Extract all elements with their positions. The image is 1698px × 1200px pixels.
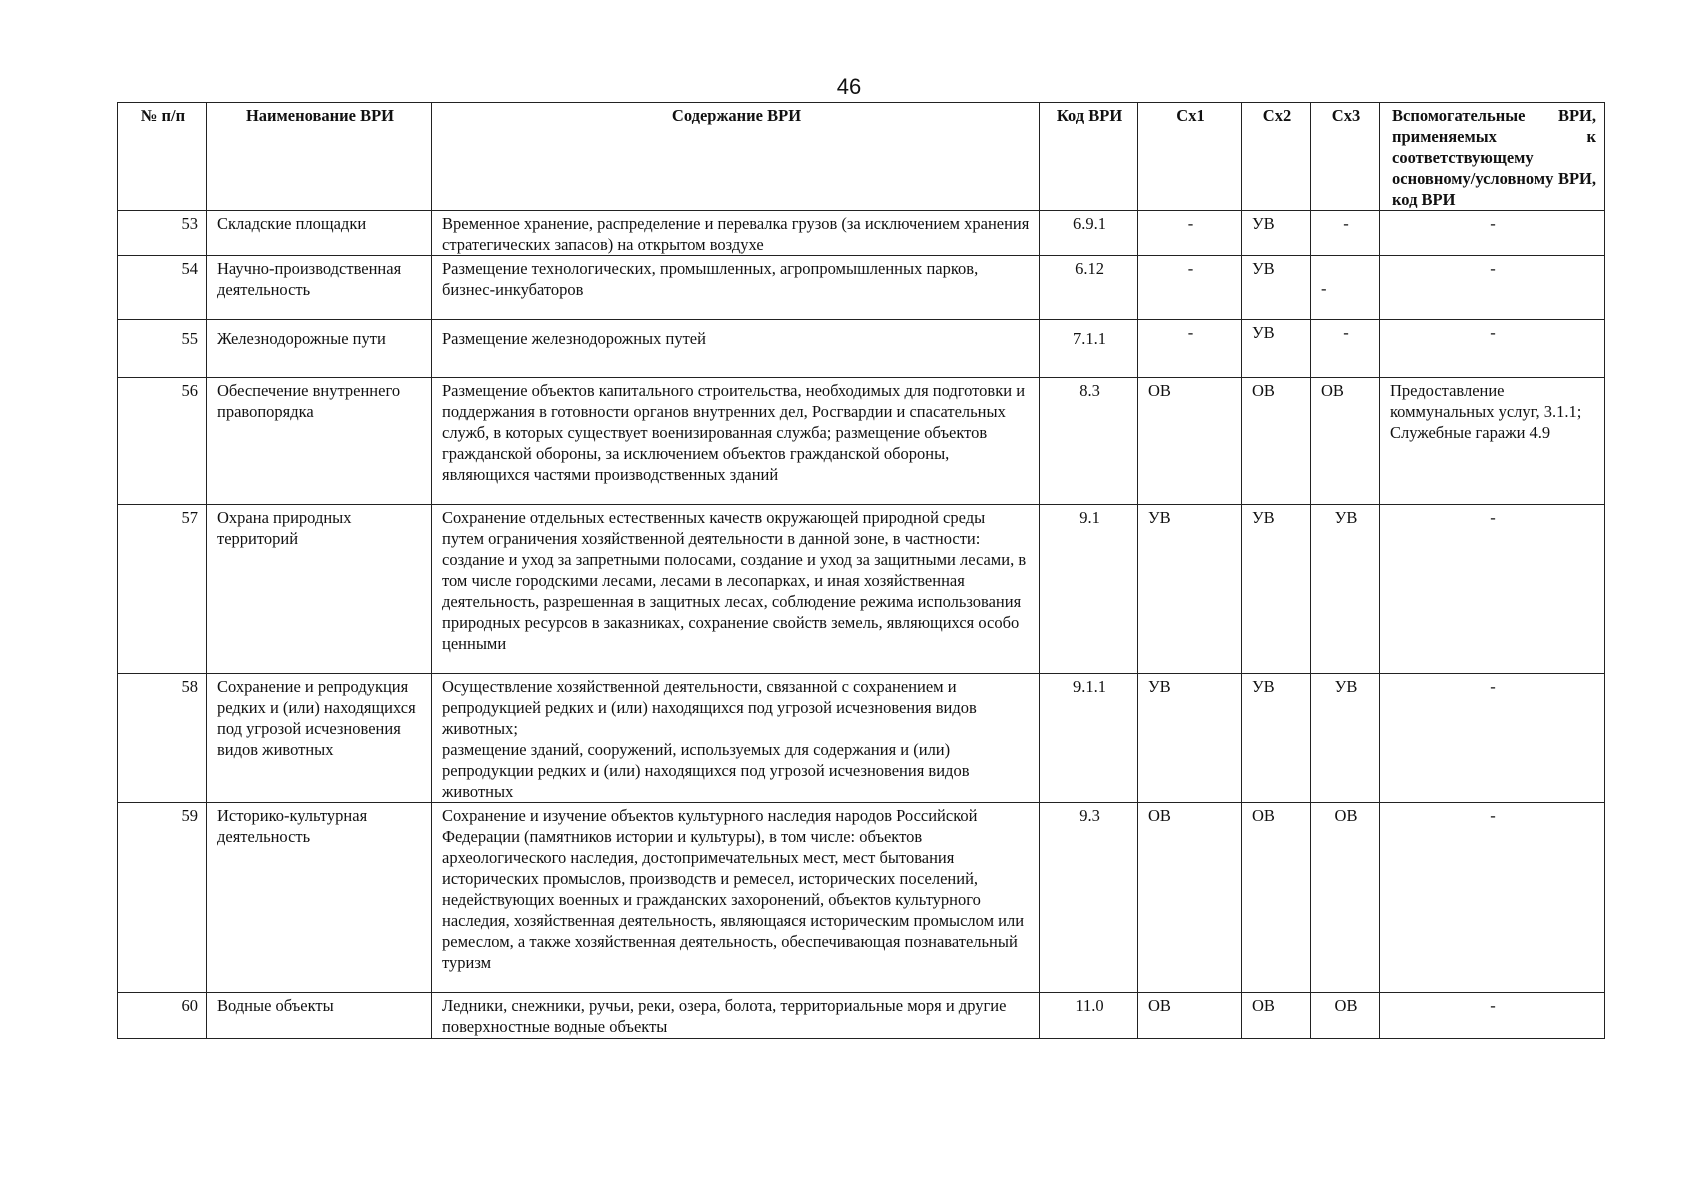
row-sx3: - xyxy=(1311,320,1380,378)
row-sx2: ОВ xyxy=(1242,378,1311,505)
row-aux: - xyxy=(1380,505,1605,674)
row-num: 58 xyxy=(118,674,207,803)
row-num: 60 xyxy=(118,993,207,1039)
row-aux: - xyxy=(1380,320,1605,378)
row-sx2: ОВ xyxy=(1242,803,1311,993)
row-content: Сохранение отдельных естественных качеств окружающей природной среды путем ограничения хозяйственной деятельности в данной зоне, в частности: создание и уход за запретными полосами, создание и уход за защитными лесами, в том числе городскими лесами, лесами в лесопарках, и иная хозяйственная деятельность, разрешенная в защитных лесах, соблюдение режима использования природных ресурсов в заказниках, сохранение свойств земель, являющихся особо ценными xyxy=(432,505,1040,674)
table-row xyxy=(118,378,1605,505)
header-name: Наименование ВРИ xyxy=(207,103,432,211)
row-aux: Предоставление коммунальных услуг, 3.1.1; Служебные гаражи 4.9 xyxy=(1380,378,1605,505)
row-sx1: - xyxy=(1138,211,1242,256)
row-sx1: УВ xyxy=(1138,505,1242,674)
row-aux: - xyxy=(1380,993,1605,1039)
row-sx2: УВ xyxy=(1242,256,1311,320)
row-sx3-value: - xyxy=(1321,279,1327,298)
header-sx2: Сх2 xyxy=(1242,103,1311,211)
row-sx1: ОВ xyxy=(1138,378,1242,505)
row-code: 9.1 xyxy=(1040,505,1138,674)
row-content: Размещение объектов капитального строительства, необходимых для подготовки и поддержания в готовности органов внутренних дел, Росгвардии и спасательных служб, в которых существует военизированная служба; размещение объектов гражданской обороны, за исключением объектов гражданской обороны, являющихся частями производственных зданий xyxy=(432,378,1040,505)
row-sx1: - xyxy=(1138,256,1242,320)
row-sx2: УВ xyxy=(1242,505,1311,674)
row-sx3: УВ xyxy=(1311,505,1380,674)
row-sx2: УВ xyxy=(1242,674,1311,803)
row-sx1: ОВ xyxy=(1138,803,1242,993)
row-name: Обеспечение внутреннего правопорядка xyxy=(207,378,432,505)
row-sx3: - xyxy=(1311,211,1380,256)
row-content: Размещение технологических, промышленных, агропромышленных парков, бизнес-инкубаторов xyxy=(432,256,1040,320)
row-name: Охрана природных территорий xyxy=(207,505,432,674)
row-name: Водные объекты xyxy=(207,993,432,1039)
row-code: 9.3 xyxy=(1040,803,1138,993)
row-name: Железнодорожные пути xyxy=(207,320,432,378)
row-content: Размещение железнодорожных путей xyxy=(432,320,1040,378)
row-code: 8.3 xyxy=(1040,378,1138,505)
table-row xyxy=(118,993,1605,1039)
row-num: 57 xyxy=(118,505,207,674)
row-sx3 xyxy=(1311,256,1380,320)
row-num: 59 xyxy=(118,803,207,993)
header-aux: Вспомогательные ВРИ, применяемых к соответствующему основному/условному ВРИ, код ВРИ xyxy=(1380,103,1605,211)
row-sx3: ОВ xyxy=(1311,378,1380,505)
row-sx1: ОВ xyxy=(1138,993,1242,1039)
row-content: Сохранение и изучение объектов культурного наследия народов Российской Федерации (памятников истории и культуры), в том числе: объектов археологического наследия, достопримечательных мест, мест бытования исторических промыслов, производств и ремесел, исторических поселений, недействующих военных и гражданских захоронений, объектов культурного наследия, хозяйственная деятельность, являющаяся историческим промыслом или ремеслом, а также хозяйственная деятельность, обеспечивающая познавательный туризм xyxy=(432,803,1040,993)
row-code: 6.12 xyxy=(1040,256,1138,320)
header-content: Содержание ВРИ xyxy=(432,103,1040,211)
row-name: Сохранение и репродукция редких и (или) находящихся под угрозой исчезновения видов животных xyxy=(207,674,432,803)
table-row xyxy=(118,256,1605,320)
row-content: Временное хранение, распределение и перевалка грузов (за исключением хранения стратегических запасов) на открытом воздухе xyxy=(432,211,1040,256)
row-aux: - xyxy=(1380,256,1605,320)
header-sx3: Сх3 xyxy=(1311,103,1380,211)
row-code: 11.0 xyxy=(1040,993,1138,1039)
row-num: 55 xyxy=(118,320,207,378)
table-row xyxy=(118,211,1605,256)
vri-table xyxy=(117,102,1605,1039)
row-content: Ледники, снежники, ручьи, реки, озера, болота, территориальные моря и другие поверхностные водные объекты xyxy=(432,993,1040,1039)
page-number: 46 xyxy=(836,74,862,99)
table-row xyxy=(118,320,1605,378)
table-row xyxy=(118,674,1605,803)
row-aux: - xyxy=(1380,674,1605,803)
header-sx1: Сх1 xyxy=(1138,103,1242,211)
header-code: Код ВРИ xyxy=(1040,103,1138,211)
table-header-row xyxy=(118,103,1605,211)
row-sx3: УВ xyxy=(1311,674,1380,803)
row-num: 56 xyxy=(118,378,207,505)
row-code: 7.1.1 xyxy=(1040,320,1138,378)
row-name: Историко-культурная деятельность xyxy=(207,803,432,993)
row-sx2: УВ xyxy=(1242,211,1311,256)
row-code: 6.9.1 xyxy=(1040,211,1138,256)
row-sx1: УВ xyxy=(1138,674,1242,803)
row-aux: - xyxy=(1380,211,1605,256)
row-sx3: ОВ xyxy=(1311,993,1380,1039)
table-row xyxy=(118,803,1605,993)
row-num: 53 xyxy=(118,211,207,256)
row-content: Осуществление хозяйственной деятельности, связанной с сохранением и репродукцией редких и (или) находящихся под угрозой исчезновения видов животных; размещение зданий, сооружений, используемых для содержания и (или) репродукции редких и (или) находящихся под угрозой исчезновения видов животных xyxy=(432,674,1040,803)
row-sx1: - xyxy=(1138,320,1242,378)
table-row xyxy=(118,505,1605,674)
row-sx2: ОВ xyxy=(1242,993,1311,1039)
row-name: Складские площадки xyxy=(207,211,432,256)
row-name: Научно-производственная деятельность xyxy=(207,256,432,320)
row-sx3: ОВ xyxy=(1311,803,1380,993)
row-code: 9.1.1 xyxy=(1040,674,1138,803)
header-num: № п/п xyxy=(118,103,207,211)
row-sx2: УВ xyxy=(1242,320,1311,378)
row-aux: - xyxy=(1380,803,1605,993)
row-num: 54 xyxy=(118,256,207,320)
